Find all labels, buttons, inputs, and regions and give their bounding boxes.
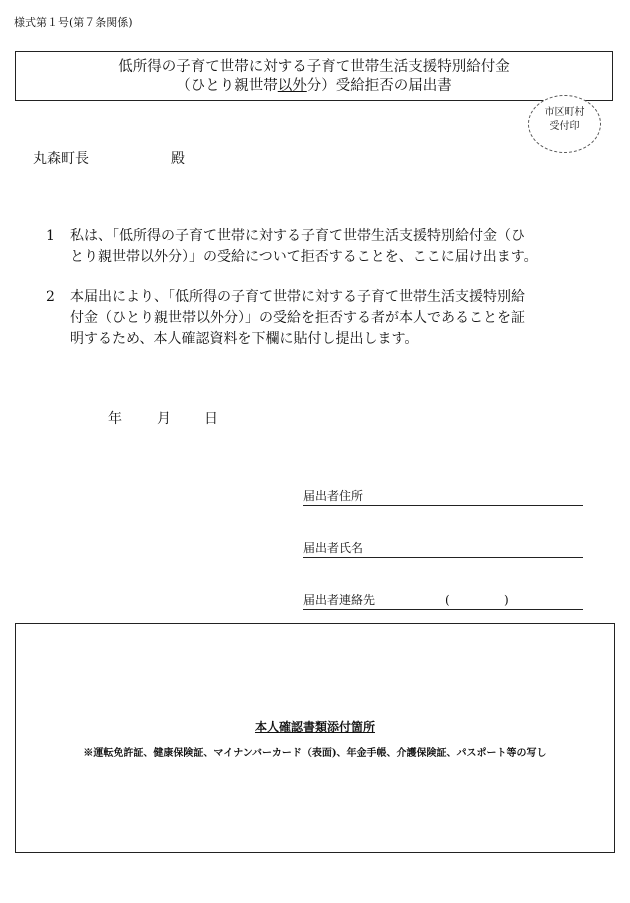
stamp-line-2: 受付印 (549, 121, 580, 132)
title-line-2-underlined: 以外 (277, 78, 307, 94)
date-day: 日 (204, 411, 218, 427)
contact-paren-open: ( (445, 593, 450, 607)
applicant-address-field[interactable] (303, 488, 583, 506)
addressee (33, 148, 185, 168)
addressee-honorific: 殿 (171, 151, 185, 167)
date-year: 年 (108, 411, 122, 427)
title-line-2-before: （ひとり親世帯 (176, 78, 278, 94)
statement-2-number: 2 (46, 289, 55, 305)
title-line-2-after: 分）受給拒否の届出書 (306, 78, 452, 94)
applicant-name-label: 届出者氏名 (303, 541, 364, 555)
title-line-2 (16, 77, 612, 96)
reception-stamp-area (528, 95, 601, 153)
date-month: 月 (157, 411, 171, 427)
document-title (15, 51, 613, 101)
statement-1-line-2: とり親世帯以外分）」の受給について拒否することを、ここに届け出ます。 (70, 249, 538, 265)
title-line-1: 低所得の子育て世帯に対する子育て世帯生活支援特別給付金 (118, 59, 510, 75)
statement-1 (46, 226, 586, 270)
attachment-note: ※運転免許証、健康保険証、マイナンバーカード（表面)、年金手帳、介護保険証、パスポート等の写し (83, 748, 547, 759)
applicant-address-label: 届出者住所 (303, 489, 364, 503)
attachment-title: 本人確認書類添付箇所 (254, 720, 375, 734)
applicant-contact-label: 届出者連絡先 (303, 593, 376, 607)
attachment-title-wrap (16, 718, 614, 735)
form-number: 様式第１号(第７条関係) (14, 16, 133, 29)
applicant-name-field[interactable] (303, 540, 583, 558)
statement-2-line-2: 付金（ひとり親世帯以外分）」の受給を拒否する者が本人であることを証 (70, 310, 525, 326)
addressee-name: 丸森町長 (33, 151, 89, 167)
stamp-line-1: 市区町村 (544, 107, 585, 118)
contact-paren-close: ) (504, 593, 509, 607)
statement-2 (46, 287, 586, 351)
statement-1-number: 1 (46, 228, 55, 244)
applicant-contact-field[interactable] (303, 592, 583, 610)
statement-1-line-1: 私は、「低所得の子育て世帯に対する子育て世帯生活支援特別給付金（ひ (70, 228, 525, 244)
id-attachment-box[interactable] (15, 623, 615, 853)
statement-2-line-3: 明するため、本人確認資料を下欄に貼付し提出します。 (70, 331, 419, 347)
statement-2-line-1: 本届出により、「低所得の子育て世帯に対する子育て世帯生活支援特別給 (70, 289, 525, 305)
